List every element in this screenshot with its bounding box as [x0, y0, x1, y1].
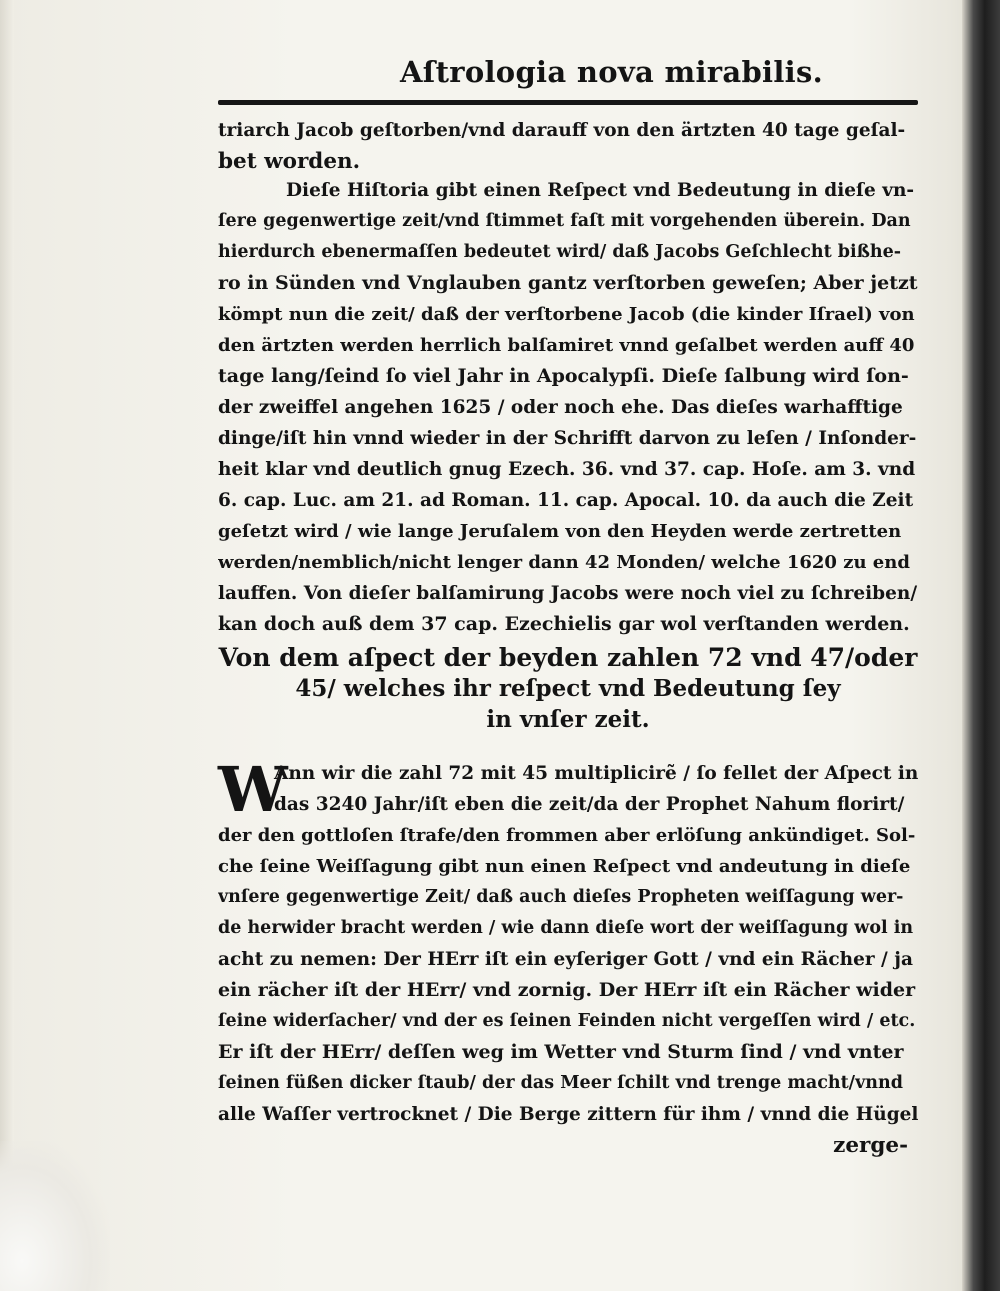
thumb-shadow — [0, 1141, 110, 1291]
section-heading — [218, 642, 918, 735]
text-line: heit klar vnd deutlich gnug Ezech. 36. vnd 37. cap. Hoſe. am 3. vnd — [218, 459, 916, 480]
text-line: Ann wir die zahl 72 mit 45 multiplicirẽ / ſo fellet der Aſpect in — [274, 763, 918, 784]
text-line: de herwider bracht werden / wie dann dieſe wort der weiſſagung wol in — [218, 918, 914, 938]
running-head: Aſtrologia nova mirabilis. — [400, 55, 824, 89]
heading-line: in vnſer zeit. — [486, 706, 650, 733]
heading-line: Von dem aſpect der beyden zahlen 72 vnd 47/oder — [218, 643, 918, 672]
page-gutter — [0, 0, 14, 1291]
header-rule — [218, 100, 918, 105]
text-line: Dieſe Hiſtoria gibt einen Reſpect vnd Bedeutung in dieſe vn- — [286, 180, 915, 201]
book-edge — [962, 0, 1000, 1291]
text-line: ro in Sünden vnd Vnglauben gantz verſtorben geweſen; Aber jetzt — [218, 272, 918, 294]
text-line: che ſeine Weiſſagung gibt nun einen Reſpect vnd andeutung in dieſe — [218, 856, 911, 877]
text-line: bet worden. — [218, 149, 361, 174]
text-line: acht zu nemen: Der HErr iſt ein eyſeriger Gott / vnd ein Rächer / ja — [218, 949, 913, 970]
text-line: kömpt nun die zeit/ daß der verſtorbene Jacob (die kinder Iſrael) von — [218, 304, 915, 325]
text-line: ſeine widerſacher/ vnd der es ſeinen Feinden nicht vergeſſen wird / etc. — [218, 1011, 916, 1031]
paragraph-top — [218, 115, 918, 177]
heading-line: 45/ welches ihr reſpect vnd Bedeutung ſey — [295, 675, 841, 702]
text-line: geſetzt wird / wie lange Jeruſalem von den Heyden werde zertretten — [218, 521, 902, 542]
text-line: alle Waſſer vertrocknet / Die Berge zittern für ihm / vnnd die Hügel — [218, 1104, 918, 1125]
text-line: kan doch auß dem 37 cap. Ezechielis gar wol verſtanden werden. — [218, 613, 910, 635]
text-line: dinge/iſt hin vnnd wieder in der Schrifft darvon zu leſen / Inſonder- — [218, 428, 917, 449]
drop-cap: W — [218, 753, 288, 826]
text-line: der zweiffel angehen 1625 / oder noch ehe. Das dieſes warhafftige — [218, 397, 903, 418]
text-line: den ärtzten werden herrlich balſamiret vnnd geſalbet werden auff 40 — [218, 335, 915, 356]
paragraph-history — [218, 175, 918, 640]
text-line: vnſere gegenwertige Zeit/ daß auch dieſes Propheten weiſſagung wer- — [218, 887, 904, 907]
text-line: ſere gegenwertige zeit/vnd ſtimmet faſt mit vorgehenden überein. Dan — [218, 211, 911, 231]
text-line: tage lang/ſeind ſo viel Jahr in Apocalypſi. Dieſe ſalbung wird ſon- — [218, 365, 909, 387]
text-line: ein rächer iſt der HErr/ vnd zornig. Der HErr iſt ein Rächer wider — [218, 979, 916, 1001]
text-line: ſeinen füßen dicker ſtaub/ der das Meer ſchilt vnd trenge macht/vnnd — [218, 1073, 903, 1093]
text-line: lauffen. Von dieſer balſamirung Jacobs were noch viel zu ſchreiben/ — [218, 583, 918, 604]
text-line: der den gottloſen ſtrafe/den frommen aber erlöſung ankündiget. Sol- — [218, 825, 916, 846]
catchword: zerge- — [833, 1133, 908, 1158]
paragraph-aspect — [218, 753, 918, 1161]
text-line: werden/nemblich/nicht lenger dann 42 Monden/ welche 1620 zu end — [218, 552, 910, 573]
text-line: 6. cap. Luc. am 21. ad Roman. 11. cap. Apocal. 10. da auch die Zeit — [218, 490, 914, 511]
text-line: hierdurch ebenermaſſen bedeutet wird/ daß Jacobs Geſchlecht bißhe- — [218, 242, 902, 262]
text-line: Er iſt der HErr/ deſſen weg im Wetter vnd Sturm ſind / vnd vnter — [218, 1041, 904, 1063]
text-line: triarch Jacob geſtorben/vnd darauff von den ärtzten 40 tage geſal- — [218, 120, 906, 141]
text-line: das 3240 Jahr/iſt eben die zeit/da der Prophet Nahum florirt/ — [274, 794, 905, 815]
